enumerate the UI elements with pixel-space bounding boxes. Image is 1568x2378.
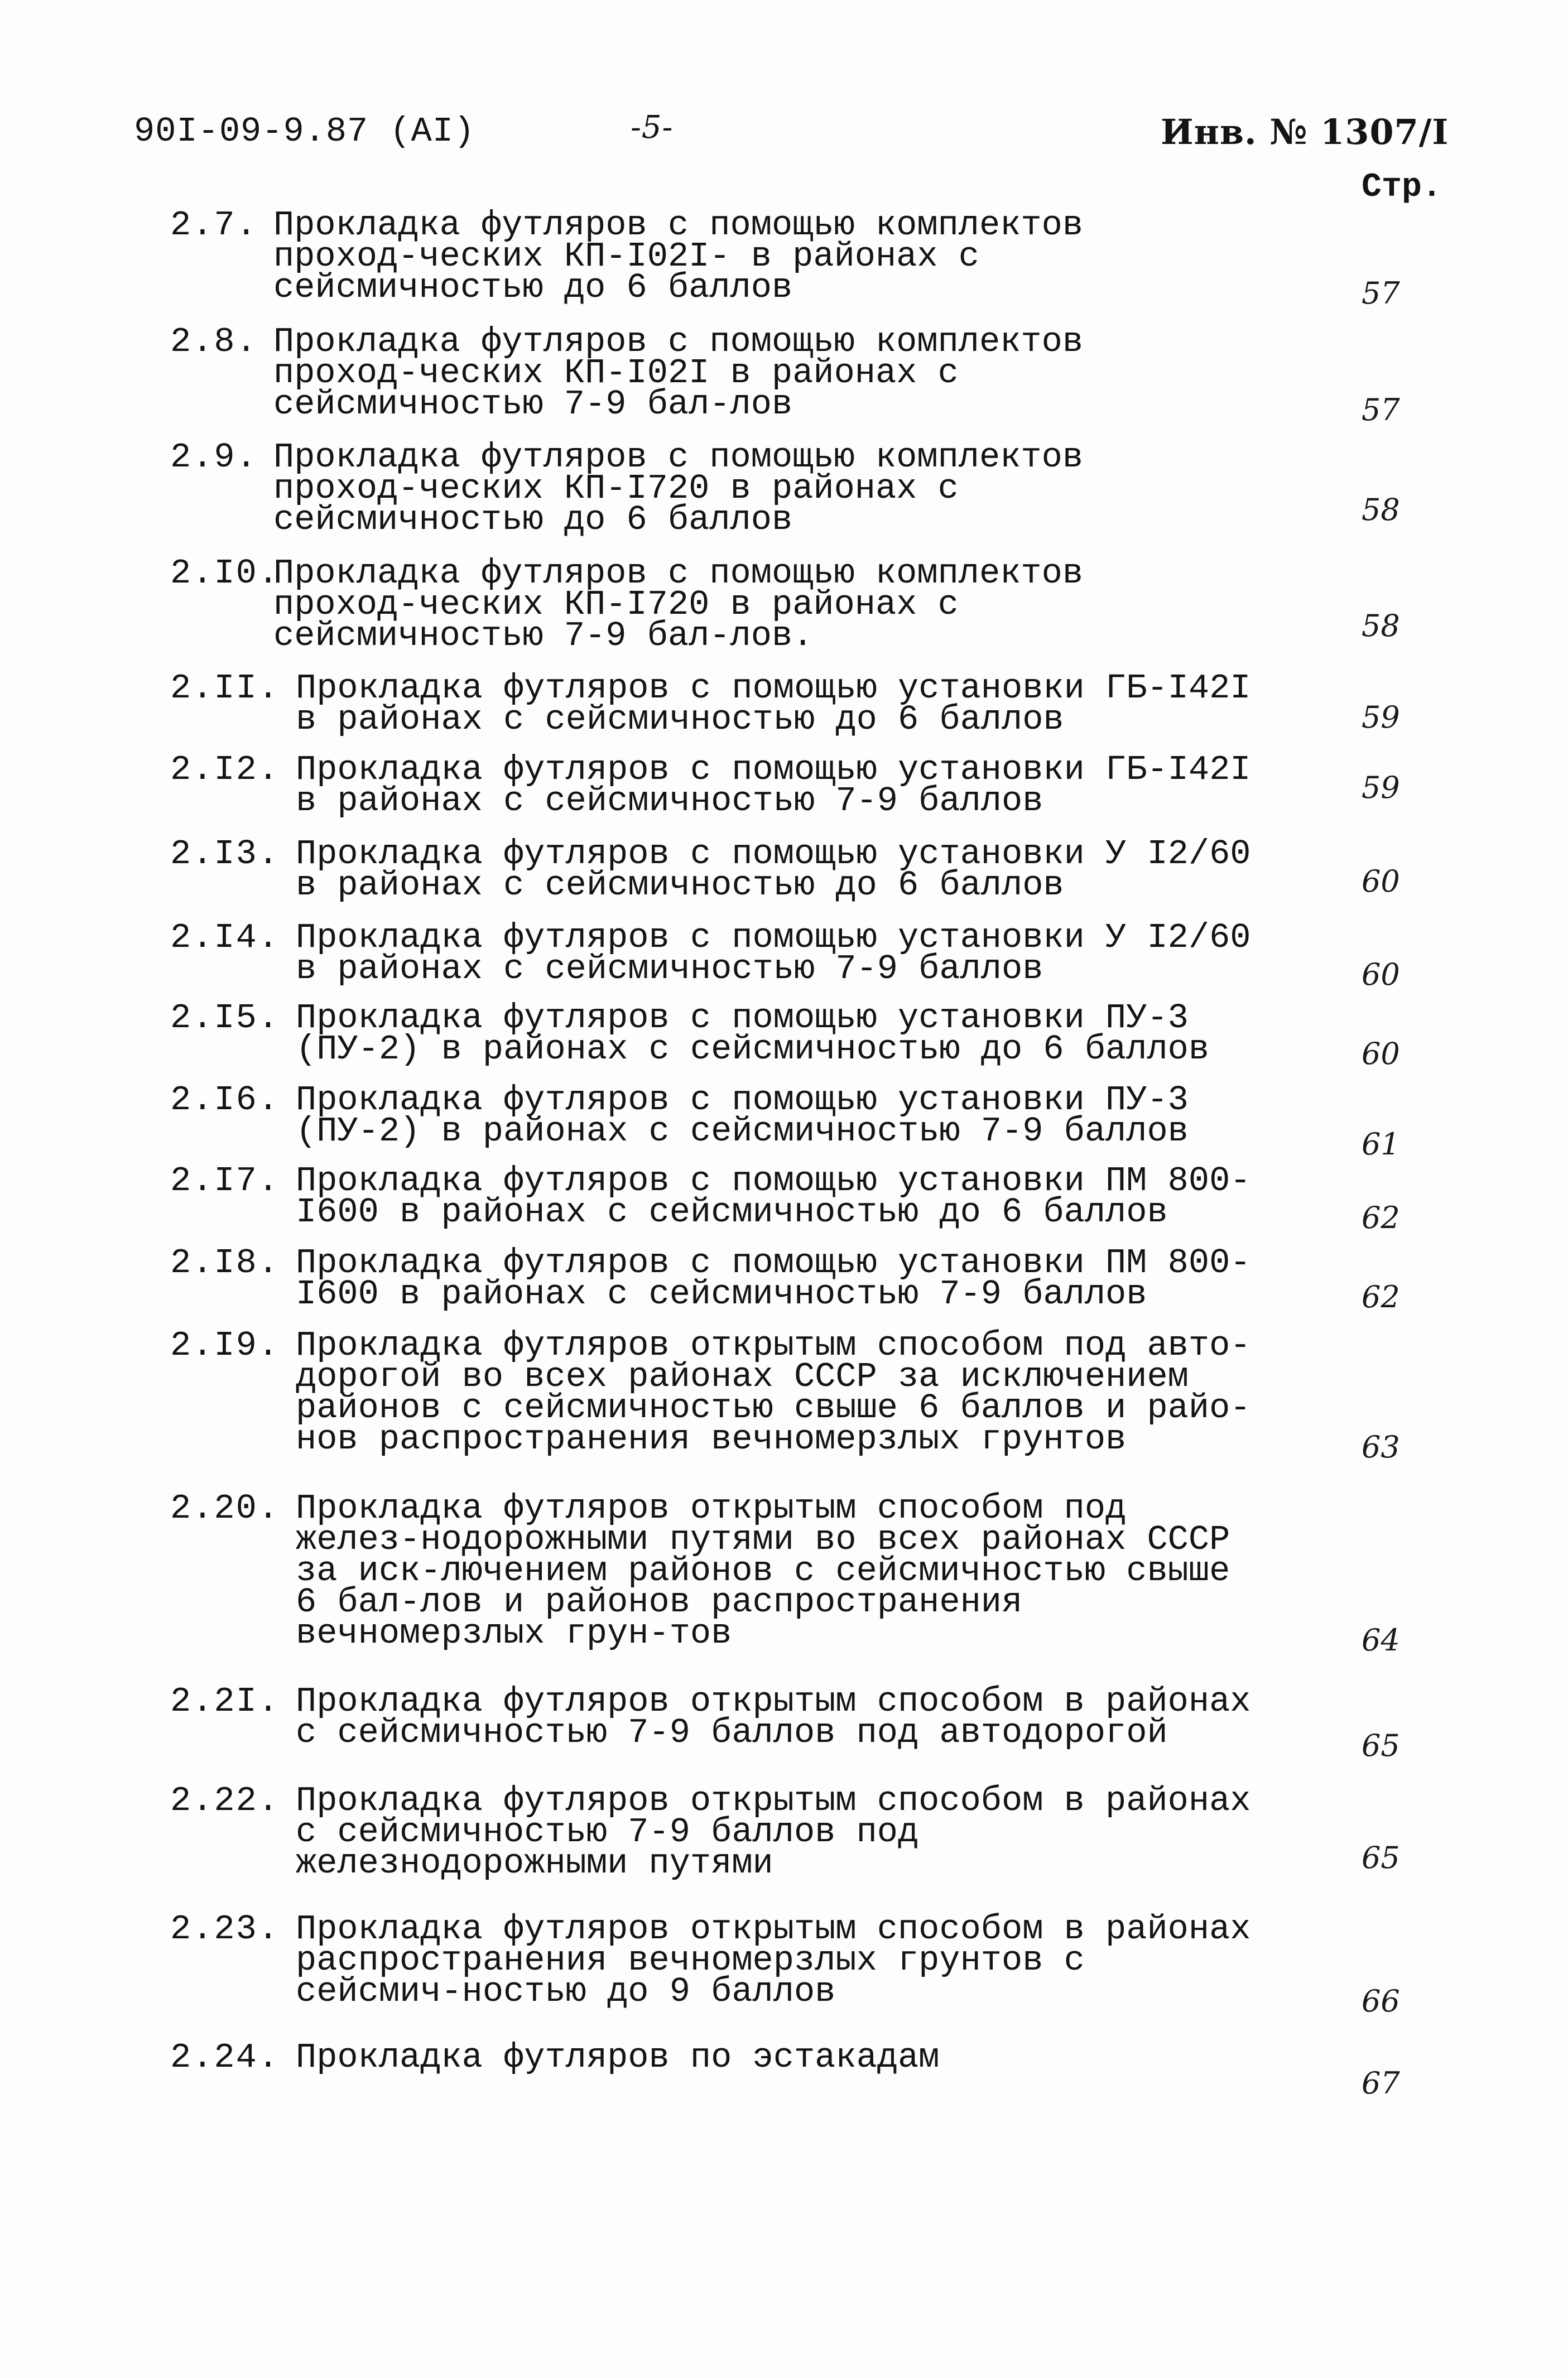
entry-text: Прокладка футляров с помощью комплектов проход-ческих КП-I720 в районах с сейсмичностью до 6 баллов	[273, 437, 1084, 540]
entry-number: 2.I2.	[170, 750, 280, 790]
entry-number: 2.24.	[170, 2038, 280, 2077]
entry-text: Прокладка футляров с помощью комплектов проход-ческих КП-I02I в районах с сейсмичностью 7-9 бал-лов	[273, 322, 1084, 424]
entry-number: 2.I4.	[170, 918, 280, 957]
entry-page: 58	[1362, 492, 1400, 527]
entry-number: 2.2I.	[170, 1682, 280, 1721]
entry-text: Прокладка футляров открытым способом в районах с сейсмичностью 7-9 баллов под автодорогой	[296, 1682, 1251, 1753]
entry-number: 2.I9.	[170, 1326, 280, 1365]
inventory-number: Инв. № 1307/I	[1161, 112, 1449, 152]
entry-page: 58	[1362, 608, 1400, 643]
entry-text: Прокладка футляров с помощью комплектов проход-ческих КП-I02I- в районах с сейсмичностью до 6 баллов	[273, 205, 1084, 307]
entry-text: Прокладка футляров с помощью установки У I2/60 в районах с сейсмичностью до 6 баллов	[296, 834, 1251, 905]
entry-text: Прокладка футляров с помощью установки ПУ-3 (ПУ-2) в районах с сейсмичностью 7-9 баллов	[296, 1080, 1189, 1151]
entry-page: 59	[1362, 700, 1400, 735]
entry-page: 60	[1362, 1036, 1400, 1071]
entry-number: 2.I5.	[170, 998, 280, 1038]
entry-text: Прокладка футляров открытым способом в районах распространения вечномерзлых грунтов с сейсмич-ностью до 9 баллов	[296, 1909, 1251, 2011]
entry-number: 2.23.	[170, 1909, 280, 1949]
entry-number: 2.I8.	[170, 1243, 280, 1283]
document-code: 90I-09-9.87 (AI)	[134, 112, 475, 151]
entry-page: 67	[1362, 2066, 1400, 2101]
entry-page: 62	[1362, 1200, 1400, 1235]
page-column-label: Стр.	[1362, 169, 1442, 206]
entry-page: 65	[1362, 1840, 1400, 1875]
entry-number: 2.8.	[170, 322, 258, 362]
entry-page: 60	[1362, 864, 1400, 899]
entry-text: Прокладка футляров открытым способом под авто-дорогой во всех районах СССР за исключением районов с сейсмичностью свыше 6 баллов и райо-нов распространения вечномерзлых грунтов	[296, 1326, 1251, 1459]
entry-number: 2.I6.	[170, 1080, 280, 1120]
entry-number: 2.I3.	[170, 834, 280, 874]
entry-number: 2.9.	[170, 437, 258, 477]
entry-number: 2.II.	[170, 668, 280, 708]
entry-number: 2.I0.	[170, 553, 280, 593]
entry-page: 59	[1362, 770, 1400, 805]
entry-number: 2.I7.	[170, 1161, 280, 1201]
entry-page: 66	[1362, 1984, 1400, 2019]
entry-text: Прокладка футляров с помощью установки У I2/60 в районах с сейсмичностью 7-9 баллов	[296, 918, 1251, 989]
entry-page: 57	[1362, 276, 1400, 311]
entry-page: 61	[1362, 1127, 1400, 1162]
entry-text: Прокладка футляров с помощью установки ПМ 800-I600 в районах с сейсмичностью 7-9 баллов	[296, 1243, 1251, 1314]
entry-text: Прокладка футляров с помощью комплектов проход-ческих КП-I720 в районах с сейсмичностью 7-9 бал-лов.	[273, 553, 1084, 656]
entry-page: 60	[1362, 957, 1400, 992]
entry-text: Прокладка футляров с помощью установки ПМ 800-I600 в районах с сейсмичностью до 6 баллов	[296, 1161, 1251, 1232]
entry-number: 2.7.	[170, 205, 258, 245]
entry-text: Прокладка футляров с помощью установки ПУ-3 (ПУ-2) в районах с сейсмичностью до 6 баллов	[296, 998, 1210, 1069]
entry-page: 65	[1362, 1728, 1400, 1763]
entry-page: 57	[1362, 392, 1400, 427]
entry-text: Прокладка футляров открытым способом под желез-нодорожными путями во всех районах СССР за иск-лючением районов с сейсмичностью свыше 6 бал-лов и районов распространения вечномерзлых грун-тов	[296, 1489, 1230, 1653]
entry-page: 62	[1362, 1279, 1400, 1315]
entry-page: 64	[1362, 1623, 1400, 1658]
entry-text: Прокладка футляров по эстакадам	[296, 2038, 940, 2077]
entry-page: 63	[1362, 1429, 1400, 1465]
entry-text: Прокладка футляров с помощью установки ГБ-I42I в районах с сейсмичностью до 6 баллов	[296, 668, 1251, 739]
entry-number: 2.20.	[170, 1489, 280, 1528]
page-number: -5-	[631, 109, 674, 146]
entry-text: Прокладка футляров с помощью установки ГБ-I42I в районах с сейсмичностью 7-9 баллов	[296, 750, 1251, 821]
entry-number: 2.22.	[170, 1781, 280, 1821]
entry-text: Прокладка футляров открытым способом в районах с сейсмичностью 7-9 баллов под железнодорожными путями	[296, 1781, 1251, 1883]
